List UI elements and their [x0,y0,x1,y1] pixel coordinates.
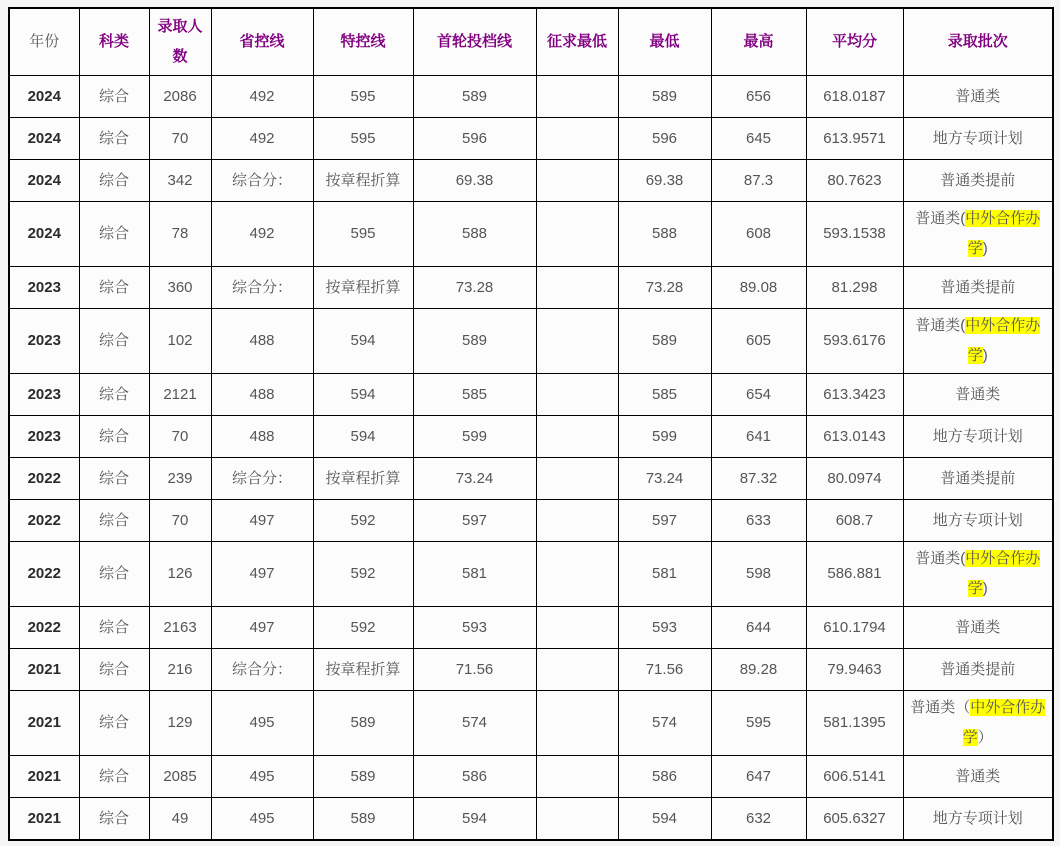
cell-min: 69.38 [618,160,711,202]
cell-solicit_min [536,374,618,416]
cell-batch [903,309,1053,374]
cell-max: 87.32 [711,458,806,500]
cell-first_round_line: 588 [413,202,536,267]
admission-scores-table [8,7,1054,841]
col-header-provincial_line: 省控线 [211,8,313,76]
cell-min: 596 [618,118,711,160]
table-row [9,458,1053,500]
cell-max: 89.28 [711,649,806,691]
cell-batch [903,500,1053,542]
cell-solicit_min [536,160,618,202]
cell-year: 2024 [9,160,79,202]
cell-provincial_line: 492 [211,76,313,118]
cell-special_line: 594 [313,416,413,458]
cell-year: 2023 [9,416,79,458]
cell-solicit_min [536,691,618,756]
batch-text: 普通类（ [910,699,971,716]
cell-provincial_line: 497 [211,542,313,607]
cell-provincial_line: 497 [211,607,313,649]
cell-first_round_line: 599 [413,416,536,458]
cell-special_line: 589 [313,691,413,756]
cell-max: 654 [711,374,806,416]
cell-avg: 593.6176 [806,309,903,374]
col-header-special_line: 特控线 [313,8,413,76]
cell-category: 综合 [79,267,149,309]
cell-batch [903,202,1053,267]
cell-avg: 79.9463 [806,649,903,691]
cell-category: 综合 [79,76,149,118]
table-row [9,756,1053,798]
batch-text: 普通类( [915,210,966,227]
cell-category: 综合 [79,118,149,160]
cell-provincial_line: 492 [211,118,313,160]
cell-year: 2021 [9,649,79,691]
cell-year: 2022 [9,542,79,607]
batch-text: ) [982,347,988,364]
cell-category: 综合 [79,160,149,202]
col-header-solicit_min: 征求最低 [536,8,618,76]
cell-max: 605 [711,309,806,374]
cell-min: 593 [618,607,711,649]
cell-batch [903,542,1053,607]
cell-category: 综合 [79,500,149,542]
cell-max: 644 [711,607,806,649]
cell-special_line: 按章程折算 [313,267,413,309]
cell-first_round_line: 593 [413,607,536,649]
cell-admitted: 49 [149,798,211,841]
cell-avg: 581.1395 [806,691,903,756]
cell-special_line: 595 [313,118,413,160]
col-header-max: 最高 [711,8,806,76]
cell-first_round_line: 589 [413,309,536,374]
batch-text: ) [982,240,988,257]
batch-text: 普通类 [955,618,1001,636]
batch-text: 普通类提前 [940,660,1016,678]
cell-avg: 80.0974 [806,458,903,500]
col-header-year: 年份 [9,8,79,76]
cell-admitted: 342 [149,160,211,202]
cell-admitted: 2121 [149,374,211,416]
cell-category: 综合 [79,756,149,798]
table-row [9,160,1053,202]
batch-text: 地方专项计划 [932,427,1023,445]
cell-solicit_min [536,458,618,500]
cell-solicit_min [536,756,618,798]
cell-first_round_line: 594 [413,798,536,841]
cell-solicit_min [536,649,618,691]
cell-first_round_line: 597 [413,500,536,542]
cell-max: 598 [711,542,806,607]
table-row [9,202,1053,267]
cell-special_line: 589 [313,756,413,798]
cell-category: 综合 [79,542,149,607]
batch-text: ) [982,580,988,597]
batch-highlighted-text: 中外合作办学 [965,550,1041,597]
batch-text: 普通类提前 [940,171,1016,189]
cell-avg: 608.7 [806,500,903,542]
table-row [9,607,1053,649]
cell-first_round_line: 585 [413,374,536,416]
cell-year: 2024 [9,76,79,118]
cell-admitted: 239 [149,458,211,500]
table-row [9,649,1053,691]
cell-max: 647 [711,756,806,798]
col-header-category: 科类 [79,8,149,76]
batch-text: ） [977,729,993,746]
cell-avg: 613.9571 [806,118,903,160]
cell-max: 595 [711,691,806,756]
cell-max: 608 [711,202,806,267]
cell-category: 综合 [79,691,149,756]
cell-batch [903,607,1053,649]
cell-avg: 80.7623 [806,160,903,202]
table-row [9,798,1053,841]
cell-category: 综合 [79,202,149,267]
cell-max: 87.3 [711,160,806,202]
cell-solicit_min [536,542,618,607]
cell-avg: 618.0187 [806,76,903,118]
cell-batch [903,798,1053,841]
batch-highlighted-text: 中外合作办学 [962,699,1046,746]
cell-batch [903,267,1053,309]
cell-special_line: 594 [313,309,413,374]
col-header-min: 最低 [618,8,711,76]
cell-batch [903,416,1053,458]
cell-admitted: 70 [149,416,211,458]
cell-year: 2023 [9,267,79,309]
cell-year: 2022 [9,607,79,649]
cell-max: 89.08 [711,267,806,309]
cell-admitted: 2085 [149,756,211,798]
cell-solicit_min [536,798,618,841]
cell-special_line: 592 [313,607,413,649]
cell-year: 2021 [9,691,79,756]
cell-max: 641 [711,416,806,458]
cell-year: 2023 [9,309,79,374]
cell-admitted: 70 [149,118,211,160]
header-row [9,8,1053,76]
cell-year: 2022 [9,500,79,542]
table-row [9,76,1053,118]
cell-min: 581 [618,542,711,607]
batch-highlighted-text: 中外合作办学 [965,210,1041,257]
cell-avg: 606.5141 [806,756,903,798]
cell-solicit_min [536,309,618,374]
cell-avg: 605.6327 [806,798,903,841]
cell-admitted: 2086 [149,76,211,118]
cell-solicit_min [536,118,618,160]
cell-first_round_line: 574 [413,691,536,756]
cell-min: 71.56 [618,649,711,691]
cell-batch [903,756,1053,798]
cell-avg: 613.0143 [806,416,903,458]
batch-text: 普通类 [955,385,1001,403]
cell-special_line: 按章程折算 [313,160,413,202]
cell-admitted: 2163 [149,607,211,649]
cell-year: 2022 [9,458,79,500]
cell-special_line: 592 [313,542,413,607]
cell-batch [903,691,1053,756]
cell-avg: 593.1538 [806,202,903,267]
cell-avg: 610.1794 [806,607,903,649]
cell-provincial_line: 综合分： [211,458,313,500]
cell-category: 综合 [79,458,149,500]
table-row [9,309,1053,374]
batch-text: 地方专项计划 [932,511,1023,529]
cell-admitted: 129 [149,691,211,756]
cell-special_line: 589 [313,798,413,841]
cell-solicit_min [536,500,618,542]
cell-special_line: 595 [313,76,413,118]
cell-batch [903,76,1053,118]
cell-admitted: 102 [149,309,211,374]
col-header-batch: 录取批次 [903,8,1053,76]
batch-text: 地方专项计划 [932,809,1023,827]
batch-text: 普通类 [955,87,1001,105]
cell-year: 2021 [9,756,79,798]
cell-batch [903,374,1053,416]
cell-first_round_line: 596 [413,118,536,160]
batch-text: 普通类提前 [940,469,1016,487]
cell-solicit_min [536,76,618,118]
cell-min: 594 [618,798,711,841]
cell-provincial_line: 综合分： [211,267,313,309]
cell-provincial_line: 488 [211,416,313,458]
col-header-admitted: 录取人数 [149,8,211,76]
cell-category: 综合 [79,649,149,691]
cell-max: 656 [711,76,806,118]
cell-first_round_line: 73.28 [413,267,536,309]
cell-provincial_line: 488 [211,374,313,416]
cell-avg: 586.881 [806,542,903,607]
cell-batch [903,118,1053,160]
cell-min: 585 [618,374,711,416]
cell-batch [903,160,1053,202]
batch-text: 地方专项计划 [932,129,1023,147]
cell-first_round_line: 69.38 [413,160,536,202]
cell-batch [903,458,1053,500]
cell-year: 2024 [9,202,79,267]
cell-admitted: 70 [149,500,211,542]
cell-provincial_line: 488 [211,309,313,374]
cell-provincial_line: 497 [211,500,313,542]
cell-special_line: 594 [313,374,413,416]
cell-batch [903,649,1053,691]
cell-min: 588 [618,202,711,267]
cell-first_round_line: 581 [413,542,536,607]
batch-text: 普通类( [915,317,966,334]
cell-min: 597 [618,500,711,542]
cell-min: 586 [618,756,711,798]
col-header-avg: 平均分 [806,8,903,76]
cell-special_line: 592 [313,500,413,542]
cell-year: 2021 [9,798,79,841]
cell-min: 589 [618,309,711,374]
batch-text: 普通类提前 [940,278,1016,296]
cell-special_line: 按章程折算 [313,458,413,500]
cell-max: 645 [711,118,806,160]
cell-special_line: 595 [313,202,413,267]
batch-highlighted-text: 中外合作办学 [965,317,1041,364]
cell-max: 633 [711,500,806,542]
cell-provincial_line: 495 [211,798,313,841]
cell-min: 599 [618,416,711,458]
batch-text: 普通类( [915,550,966,567]
table-row [9,542,1053,607]
col-header-first_round_line: 首轮投档线 [413,8,536,76]
cell-year: 2024 [9,118,79,160]
cell-solicit_min [536,416,618,458]
cell-category: 综合 [79,416,149,458]
cell-first_round_line: 73.24 [413,458,536,500]
cell-min: 574 [618,691,711,756]
cell-avg: 613.3423 [806,374,903,416]
cell-admitted: 126 [149,542,211,607]
cell-provincial_line: 492 [211,202,313,267]
cell-first_round_line: 71.56 [413,649,536,691]
cell-admitted: 216 [149,649,211,691]
cell-avg: 81.298 [806,267,903,309]
cell-category: 综合 [79,607,149,649]
batch-text: 普通类 [955,767,1001,785]
table-row [9,118,1053,160]
cell-first_round_line: 589 [413,76,536,118]
cell-category: 综合 [79,374,149,416]
cell-provincial_line: 综合分： [211,160,313,202]
table-row [9,691,1053,756]
cell-max: 632 [711,798,806,841]
cell-category: 综合 [79,798,149,841]
cell-solicit_min [536,607,618,649]
table-row [9,374,1053,416]
cell-solicit_min [536,267,618,309]
cell-admitted: 360 [149,267,211,309]
table-row [9,416,1053,458]
table-row [9,267,1053,309]
cell-category: 综合 [79,309,149,374]
cell-min: 73.24 [618,458,711,500]
cell-provincial_line: 495 [211,691,313,756]
cell-special_line: 按章程折算 [313,649,413,691]
cell-first_round_line: 586 [413,756,536,798]
cell-min: 73.28 [618,267,711,309]
cell-solicit_min [536,202,618,267]
cell-provincial_line: 495 [211,756,313,798]
cell-min: 589 [618,76,711,118]
cell-provincial_line: 综合分： [211,649,313,691]
cell-year: 2023 [9,374,79,416]
table-row [9,500,1053,542]
cell-admitted: 78 [149,202,211,267]
